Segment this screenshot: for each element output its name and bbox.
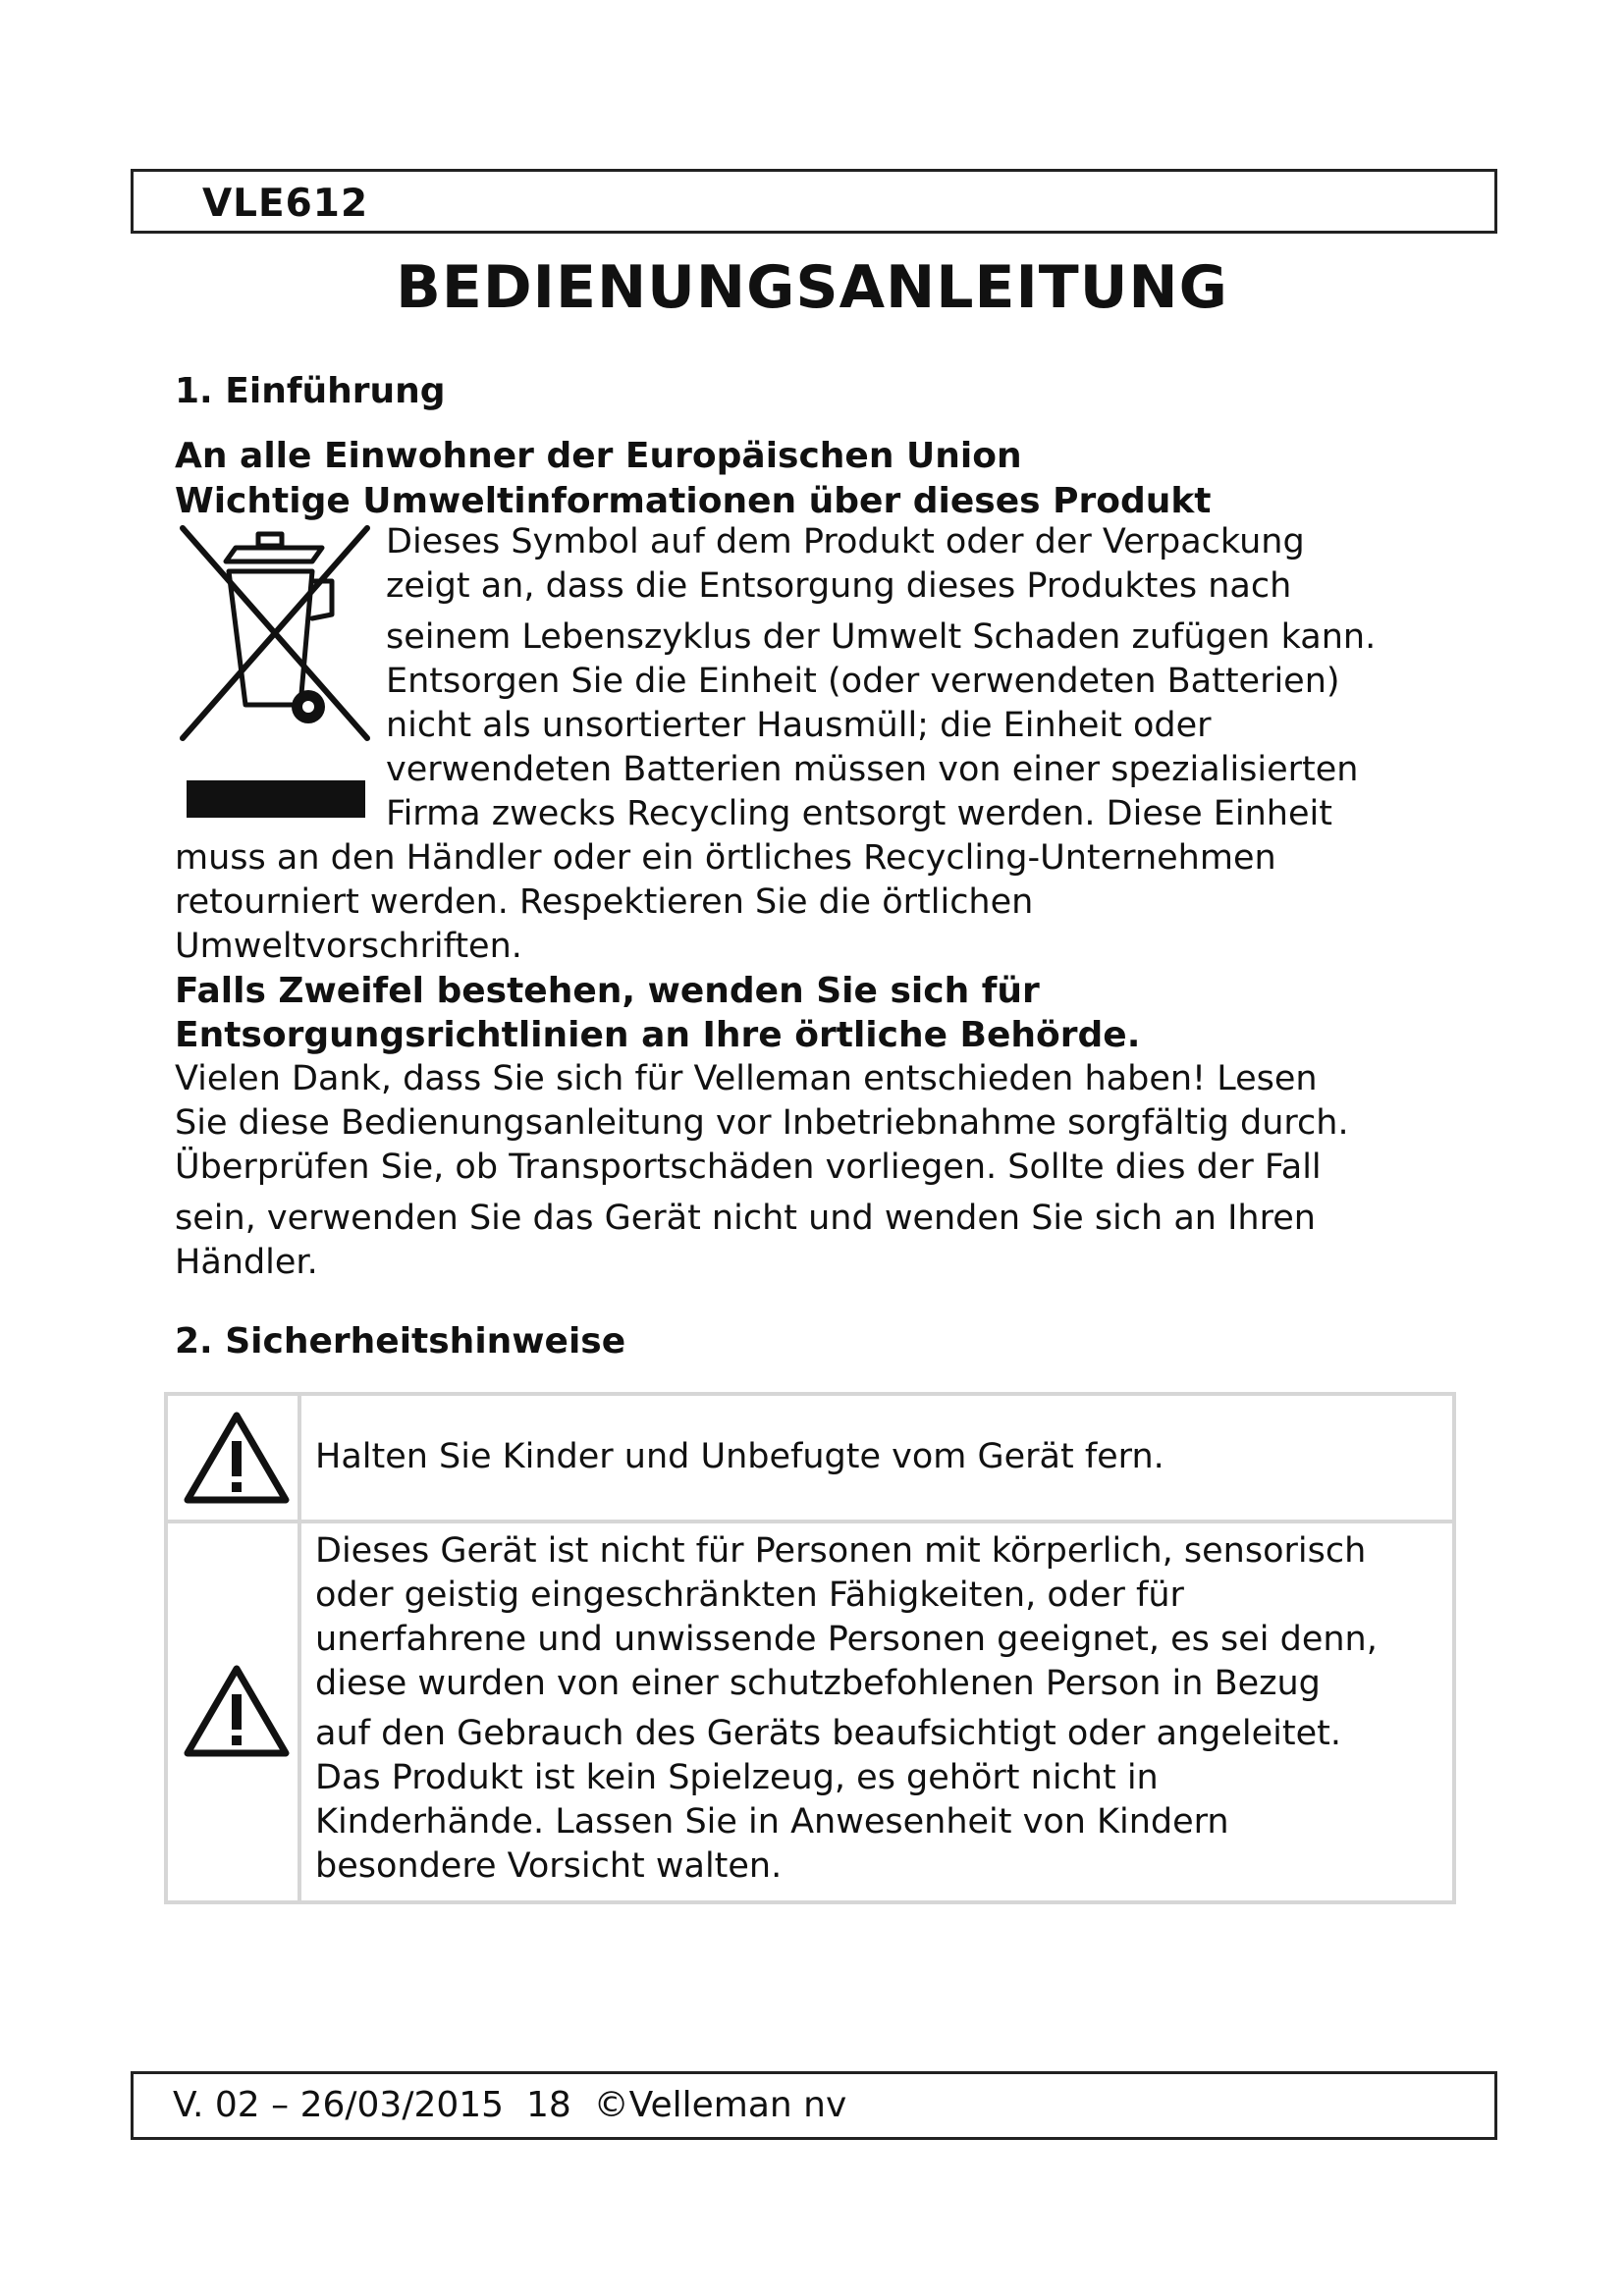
weee-text-line: nicht als unsortierter Hausmüll; die Einheit oder: [386, 706, 1212, 745]
safety-row-icon-cell: [168, 1396, 301, 1520]
weee-text-line: Umweltvorschriften.: [175, 927, 522, 966]
weee-text-line: seinem Lebenszyklus der Umwelt Schaden zufügen kann.: [386, 617, 1377, 657]
safety-row-text: Das Produkt ist kein Spielzeug, es gehört nicht in: [315, 1758, 1159, 1797]
crossed-out-wheelie-bin-icon: [175, 520, 373, 746]
subheading-eu-residents: An alle Einwohner der Europäischen Union: [175, 436, 1022, 476]
disposal-notice-line: Entsorgungsrichtlinien an Ihre örtliche Behörde.: [175, 1015, 1141, 1055]
weee-text-line: zeigt an, dass die Entsorgung dieses Produktes nach: [386, 566, 1292, 606]
thanks-text-line: Sie diese Bedienungsanleitung vor Inbetriebnahme sorgfältig durch.: [175, 1103, 1349, 1143]
safety-row-text: auf den Gebrauch des Geräts beaufsichtigt oder angeleitet.: [315, 1714, 1342, 1753]
thanks-text-line: Überprüfen Sie, ob Transportschäden vorliegen. Sollte dies der Fall: [175, 1148, 1322, 1187]
subheading-environment-info: Wichtige Umweltinformationen über dieses Produkt: [175, 481, 1212, 521]
weee-text-line: Firma zwecks Recycling entsorgt werden. Diese Einheit: [386, 794, 1332, 833]
model-code: VLE612: [202, 182, 369, 226]
document-title: BEDIENUNGSANLEITUNG: [396, 253, 1228, 322]
safety-row-icon-cell: [168, 1523, 301, 1900]
thanks-text-line: Händler.: [175, 1243, 318, 1282]
weee-black-bar: [187, 780, 365, 818]
warning-triangle-icon: [182, 1410, 292, 1506]
safety-row-text: Halten Sie Kinder und Unbefugte vom Gerät fern.: [315, 1437, 1164, 1476]
safety-row-text: diese wurden von einer schutzbefohlenen Person in Bezug: [315, 1664, 1321, 1703]
weee-text-line: Dieses Symbol auf dem Produkt oder der Verpackung: [386, 522, 1305, 561]
disposal-notice-line: Falls Zweifel bestehen, wenden Sie sich für: [175, 971, 1040, 1011]
safety-row-text: Kinderhände. Lassen Sie in Anwesenheit von Kindern: [315, 1802, 1229, 1842]
warning-triangle-icon: [182, 1663, 292, 1759]
thanks-text-line: sein, verwenden Sie das Gerät nicht und wenden Sie sich an Ihren: [175, 1199, 1316, 1238]
weee-text-line: muss an den Händler oder ein örtliches Recycling-Unternehmen: [175, 838, 1276, 878]
weee-text-line: retourniert werden. Respektieren Sie die örtlichen: [175, 882, 1034, 922]
safety-instructions-table: [164, 1392, 1456, 1904]
safety-row-text: unerfahrene und unwissende Personen geeignet, es sei denn,: [315, 1620, 1378, 1659]
weee-text-line: Entsorgen Sie die Einheit (oder verwendeten Batterien): [386, 662, 1340, 701]
section-1-heading: 1. Einführung: [175, 371, 446, 411]
footer-box: [131, 2071, 1497, 2140]
safety-row-text: besondere Vorsicht walten.: [315, 1846, 783, 1886]
safety-row-text: oder geistig eingeschränkten Fähigkeiten, oder für: [315, 1575, 1184, 1615]
model-header-box: [131, 169, 1497, 234]
weee-text-line: verwendeten Batterien müssen von einer spezialisierten: [386, 750, 1359, 789]
footer-text: V. 02 – 26/03/2015 18 ©Velleman nv: [173, 2085, 847, 2125]
section-2-heading: 2. Sicherheitshinweise: [175, 1321, 626, 1362]
safety-row: [168, 1523, 1452, 1900]
safety-row: [168, 1396, 1452, 1523]
safety-row-text: Dieses Gerät ist nicht für Personen mit körperlich, sensorisch: [315, 1531, 1367, 1571]
thanks-text-line: Vielen Dank, dass Sie sich für Velleman entschieden haben! Lesen: [175, 1059, 1318, 1098]
